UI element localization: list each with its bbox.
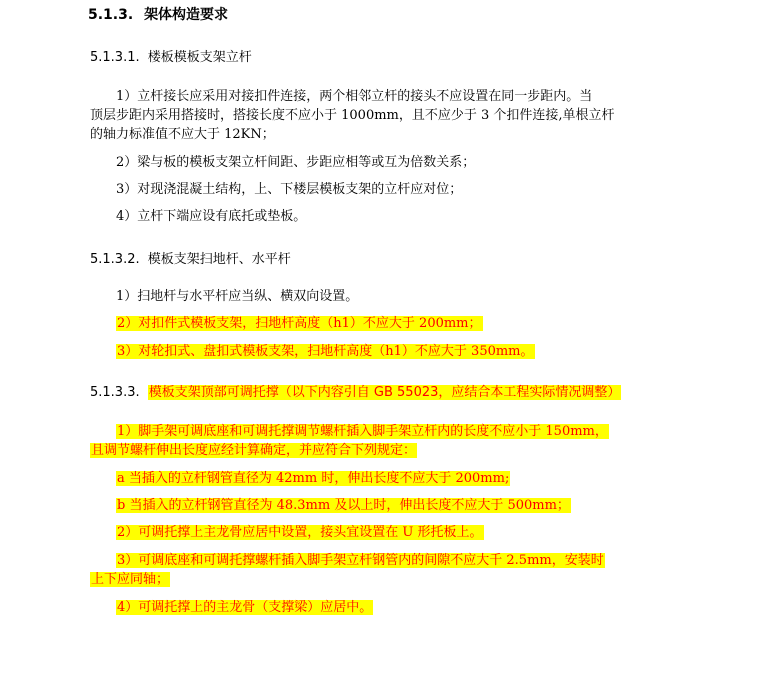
paragraph-line: 1）立杆接长应采用对接扣件连接，两个相邻立杆的接头不应设置在同一步距内。当 [116,89,593,104]
paragraph-line: 的轴力标准值不应大于 12KN； [90,127,275,142]
subsection-title: 模板支架扫地杆、水平杆 [147,252,291,267]
list-item-highlighted [116,523,484,542]
subsection-number: 5.1.3.2. [90,252,140,267]
highlighted-text: 且调节螺杆伸出长度应经计算确定，并应符合下列规定： [91,443,417,458]
list-item-highlighted [116,469,510,488]
subsection-number: 5.1.3.3. [90,385,140,400]
list-item-highlighted [116,342,535,361]
list-item-highlighted [90,441,417,460]
section-heading [88,6,228,25]
list-item-highlighted [116,551,605,570]
subsection-heading-3 [90,383,621,402]
list-item-highlighted [116,422,609,441]
highlighted-text: 2）对扣件式模板支架，扫地杆高度（h1）不应大于 200mm； [117,316,482,331]
list-item-highlighted [116,496,571,515]
highlighted-text: b 当插入的立杆钢管直径为 48.3mm 及以上时，伸出长度不应大于 500mm； [117,498,570,513]
highlighted-text: 2）可调托撑上主龙骨应居中设置，接头宜设置在 U 形托板上。 [117,525,483,540]
section-number: 5.1.3. [88,7,134,23]
highlighted-text: 4）可调托撑上的主龙骨（支撑梁）应居中。 [117,600,373,615]
subsection-title: 模板支架顶部可调托撑（以下内容引自 GB 55023，应结合本工程实际情况调整） [148,385,621,400]
subsection-heading-1 [90,48,252,67]
highlighted-text: 3）对轮扣式、盘扣式模板支架，扫地杆高度（h1）不应大于 350mm。 [117,344,534,359]
highlighted-text: a 当插入的立杆钢管直径为 42mm 时，伸出长度不应大于 200mm; [117,471,510,486]
subsection-number: 5.1.3.1. [90,50,140,65]
list-item: 4）立杆下端应设有底托或垫板。 [116,209,307,224]
list-item: 2）梁与板的模板支架立杆间距、步距应相等或互为倍数关系； [116,155,476,170]
highlighted-text: 3）可调底座和可调托撑螺杆插入脚手架立杆钢管内的间隙不应大千 2.5mm，安装时 [117,553,604,568]
paragraph-line: 顶层步距内采用搭接时，搭接长度不应小于 1000mm，且不应少于 3 个扣件连接,单根立杆 [90,108,615,123]
subsection-heading-2 [90,250,291,269]
list-item: 3）对现浇混凝土结构，上、下楼层模板支架的立杆应对位； [116,182,463,197]
list-item: 1）扫地杆与水平杆应当纵、横双向设置。 [116,289,359,304]
subsection-title: 楼板模板支架立杆 [147,50,252,65]
list-item-highlighted [116,314,483,333]
list-item-highlighted [116,598,373,617]
section-title: 架体构造要求 [144,7,229,23]
highlighted-text: 上下应同轴； [91,572,170,587]
highlighted-text: 1）脚手架可调底座和可调托撑调节螺杆插入脚手架立杆内的长度不应小于 150mm， [117,424,608,439]
list-item-highlighted [90,570,170,589]
